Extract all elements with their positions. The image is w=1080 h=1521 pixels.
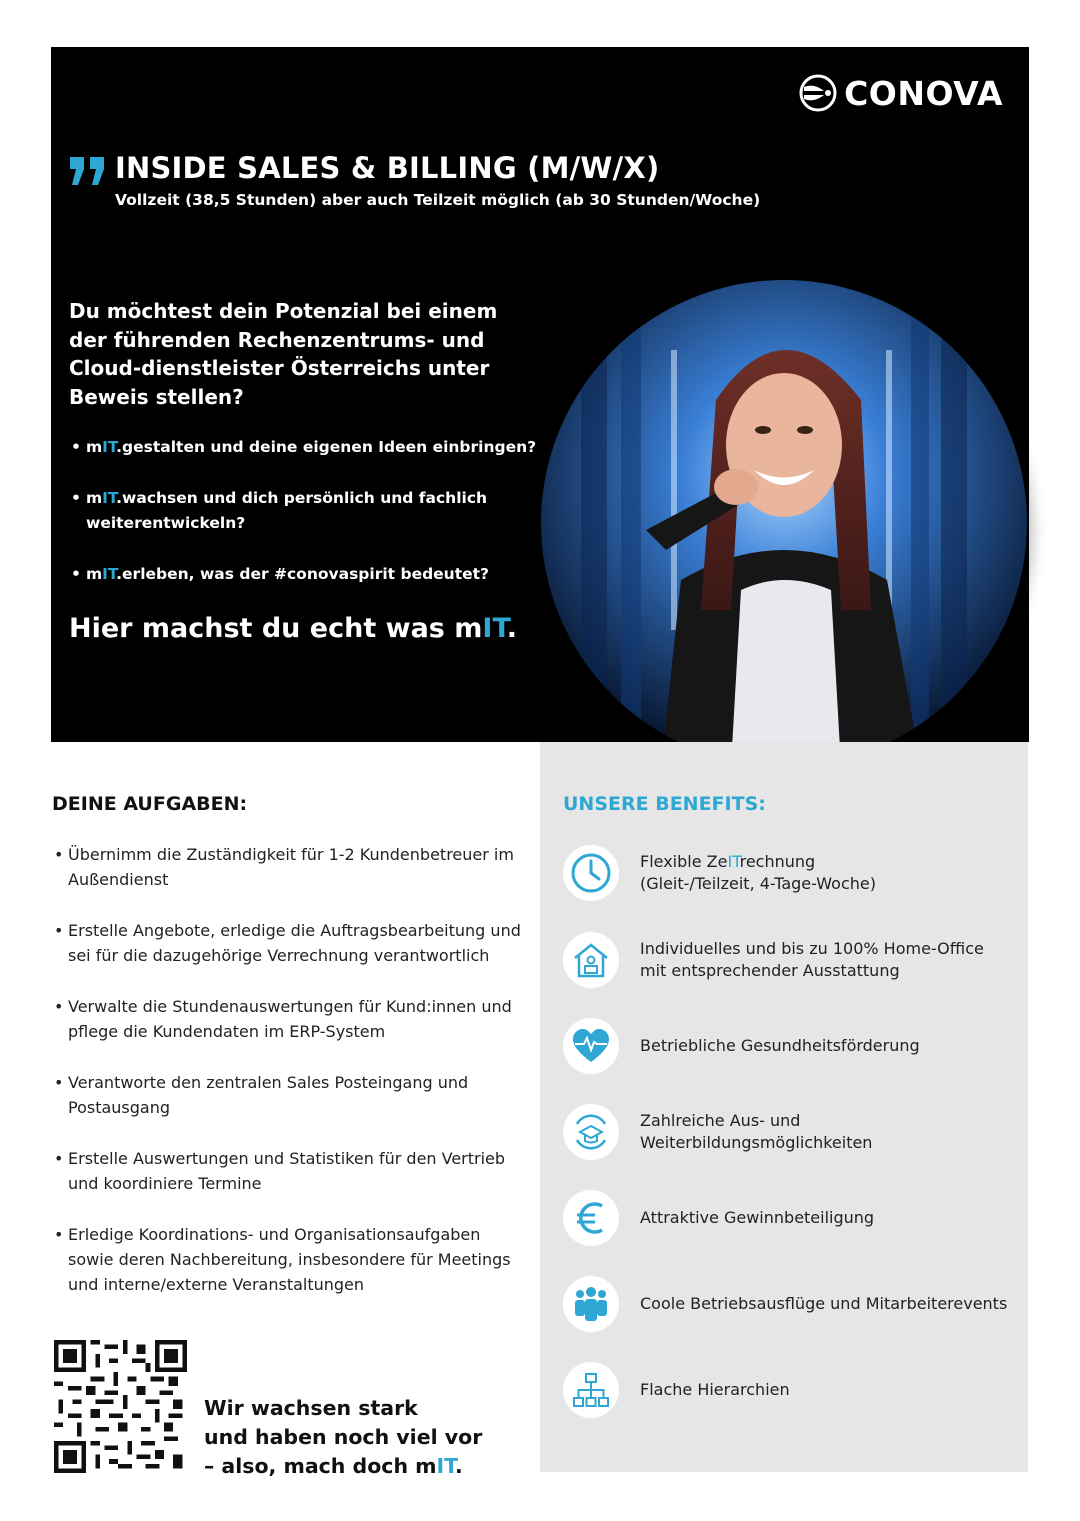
hero-section (51, 47, 1029, 742)
benefit-item: Flexible ZeITrechnung (Gleit-/Teilzeit, 4-Tage-Woche) (563, 845, 1023, 901)
conova-logo (798, 73, 1003, 113)
conova-logo-icon (798, 73, 838, 113)
logo-wordmark: CONOVA (844, 73, 1003, 113)
benefit-item: Individuelles und bis zu 100% Home-Office mit entsprechender Ausstattung (563, 932, 1023, 988)
graduation-cap-icon (569, 1110, 613, 1154)
intro-bullet: • mIT.erleben, was der #conovaspirit bedeutet? (69, 562, 539, 587)
task-item: • Erstelle Angebote, erledige die Auftragsbearbeitung und sei für die dazugehörige Verrechnung verantwortlich (52, 918, 527, 968)
portrait-photo (541, 280, 1027, 766)
tasks-list (52, 842, 527, 1323)
closing-text: Wir wachsen stark und haben noch viel vor – also, mach doch mIT. (204, 1396, 483, 1478)
benefit-item: Betriebliche Gesundheitsförderung (563, 1018, 1023, 1074)
benefit-item: Zahlreiche Aus- und Weiterbildungsmöglichkeiten (563, 1104, 1023, 1160)
benefit-item: Coole Betriebsausflüge und Mitarbeiterevents (563, 1276, 1023, 1332)
intro-bullet: • mIT.wachsen und dich persönlich und fachlich weiterentwickeln? (69, 486, 539, 536)
benefits-heading: UNSERE BENEFITS: (563, 793, 766, 815)
benefit-item: Flache Hierarchien (563, 1362, 1023, 1418)
heart-pulse-icon (569, 1024, 613, 1068)
benefit-item: Attraktive Gewinnbeteiligung (563, 1190, 1023, 1246)
tasks-heading: DEINE AUFGABEN: (52, 793, 248, 815)
euro-icon (569, 1196, 613, 1240)
task-item: • Erledige Koordinations- und Organisationsaufgaben sowie deren Nachbereitung, insbesondere für Meetings und interne/externe Veranstaltungen (52, 1222, 527, 1297)
intro-bullet-list (69, 435, 539, 613)
task-item: • Verwalte die Stundenauswertungen für Kund:innen und pflege die Kundendaten im ERP-System (52, 994, 527, 1044)
task-item: • Erstelle Auswertungen und Statistiken für den Vertrieb und koordiniere Termine (52, 1146, 527, 1196)
team-icon (569, 1282, 613, 1326)
quote-mark-icon (68, 155, 108, 187)
task-item: • Verantworte den zentralen Sales Posteingang und Postausgang (52, 1070, 527, 1120)
qr-code[interactable] (54, 1340, 187, 1473)
hierarchy-icon (569, 1368, 613, 1412)
job-title: INSIDE SALES & BILLING (M/W/X) (115, 151, 660, 185)
intro-question: Du möchtest dein Potenzial bei einem der führenden Rechenzentrums- und Cloud-dienstleister Österreichs unter Beweis stellen? (69, 299, 498, 409)
intro-bullet: • mIT.gestalten und deine eigenen Ideen einbringen? (69, 435, 539, 460)
home-office-icon (569, 938, 613, 982)
task-item: • Übernimm die Zuständigkeit für 1-2 Kundenbetreuer im Außendienst (52, 842, 527, 892)
hero-headline: Hier machst du echt was mIT. (69, 613, 518, 644)
clock-icon (569, 851, 613, 895)
job-subtitle: Vollzeit (38,5 Stunden) aber auch Teilzeit möglich (ab 30 Stunden/Woche) (115, 191, 761, 209)
